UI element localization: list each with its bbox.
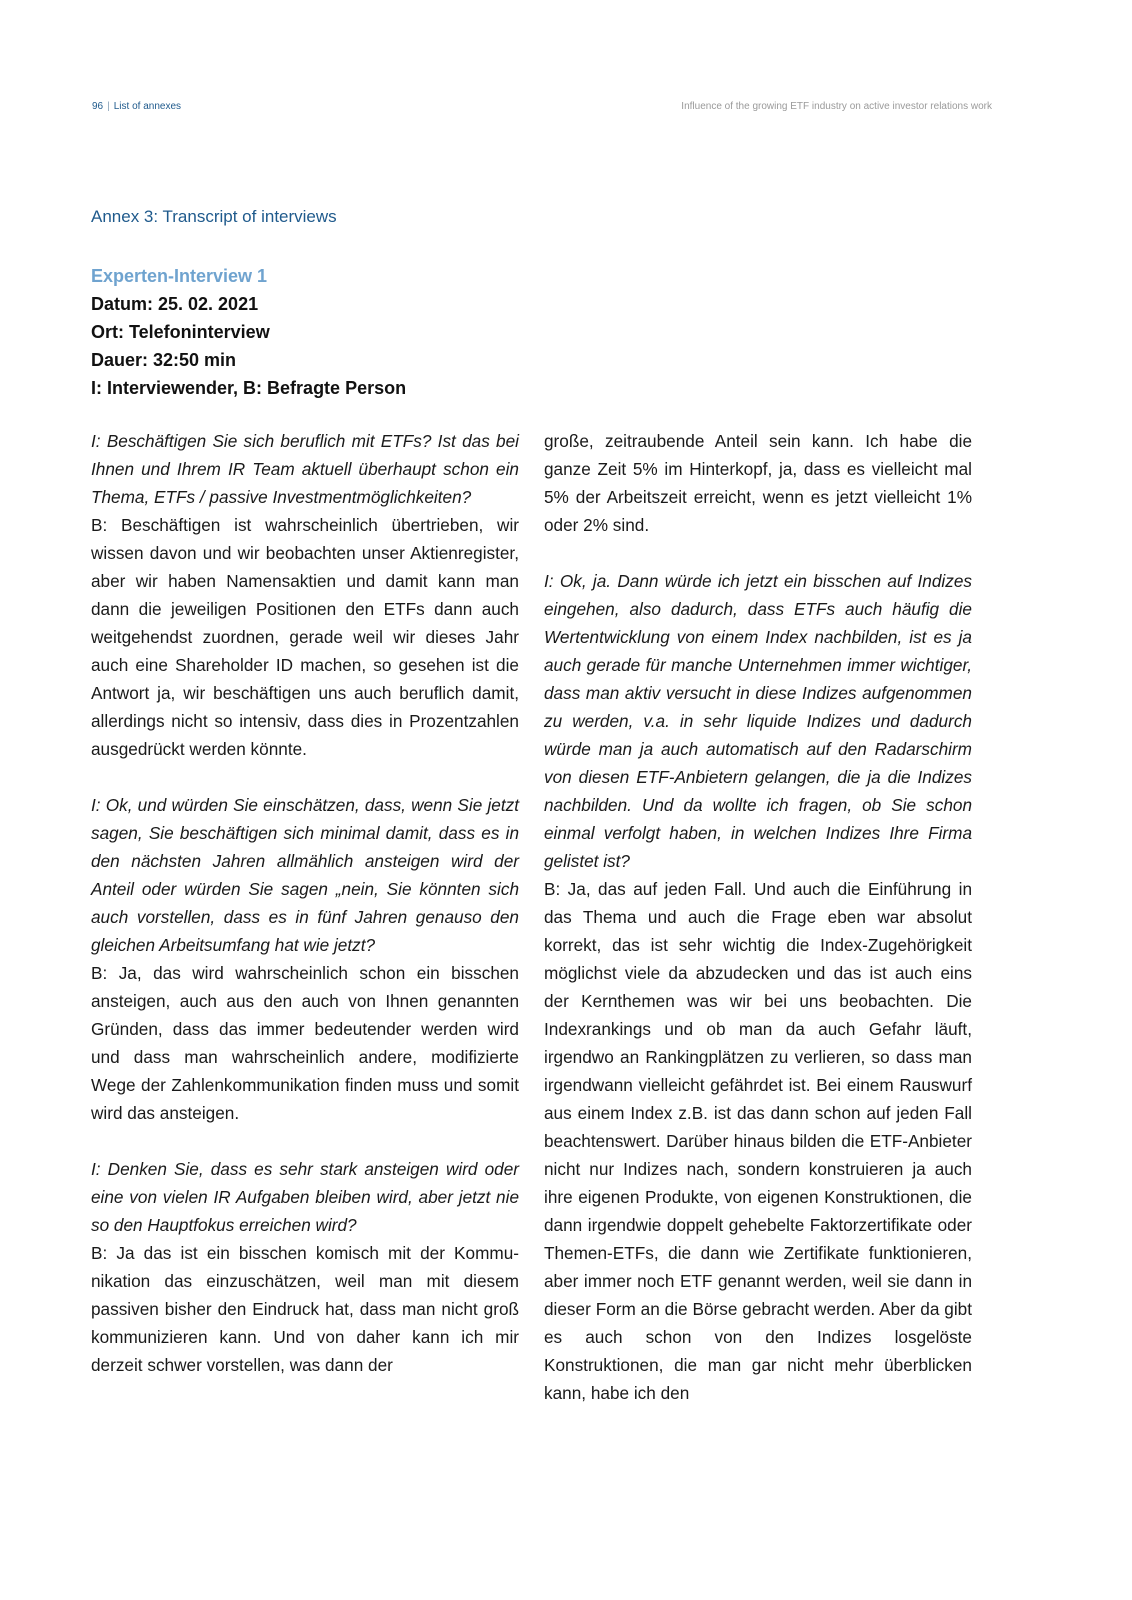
transcript-column-left bbox=[91, 427, 519, 1379]
answer-paragraph: B: Ja das ist ein bisschen komisch mit der Kommunikation das einzuschätzen, weil man mit diesem passiven bisher den Eindruck hat, dass man nicht groß kommunizieren kann. Und von daher kann ich mir derzeit schwer vorstellen, was dann der bbox=[91, 1243, 519, 1375]
question-paragraph: I: Denken Sie, dass es sehr stark ansteigen wird oder eine von vielen IR Aufgaben bleiben wird, aber jetzt nie so den Hauptfokus erreichen wird? bbox=[91, 1159, 519, 1235]
transcript-column-right bbox=[544, 427, 972, 1407]
interview-title: Experten-Interview 1 bbox=[91, 266, 268, 286]
interview-place: Ort: Telefoninterview bbox=[91, 322, 270, 342]
question-paragraph: I: Ok, und würden Sie einschätzen, dass, wenn Sie jetzt sagen, Sie beschäftigen sich minimal damit, dass es in den nächsten Jahren allmählich ansteigen wird der Anteil oder würden Sie sagen „nein, Sie könnten sich auch vorstellen, dass es in fünf Jahren genauso den gleichen Arbeitsumfang hat wie jetzt? bbox=[91, 795, 519, 955]
answer-paragraph: B: Ja, das auf jeden Fall. Und auch die Einführung in das Thema und auch die Frage eben war absolut korrekt, das ist sehr wichtig die Index-Zugehörigkeit möglichst viele da abzudecken und das ist auch eins der Kernthemen was wir bei uns beobachten. Die Indexrankings und ob man da auch Gefahr läuft, irgendwo an Rankingplätzen zu verlieren, so dass man irgendwann vielleicht gefährdet ist. Bei einem Rauswurf aus einem Index z.B. ist das dann schon auf jeden Fall beachtenswert. Darüber hinaus bilden die ETF-Anbieter nicht nur Indizes nach, sondern konstruieren ja auch ihre eigenen Produkte, von eigenen Konstruktionen, die dann irgendwie doppelt gehebelte Faktorzertifikate oder Themen-ETFs, die dann wie Zertifikate funktionieren, aber immer noch ETF genannt werden, weil sie dann in dieser Form an die Börse gebracht werden. Aber da gibt es auch schon von den Indizes losgelöste Konstruktionen, die man gar nicht mehr überblicken kann, habe ich den bbox=[544, 879, 972, 1403]
running-header-left bbox=[92, 101, 181, 112]
header-separator: | bbox=[107, 101, 110, 112]
answer-paragraph: B: Ja, das wird wahrscheinlich schon ein bisschen ansteigen, auch aus den auch von Ihnen genannten Gründen, dass das immer bedeutender werden wird und dass man wahrscheinlich andere, modifizierte Wege der Zahlenkommunikation finden muss und somit wird das ansteigen. bbox=[91, 963, 519, 1123]
interview-metadata bbox=[91, 262, 591, 402]
annex-title: Annex 3: Transcript of interviews bbox=[91, 207, 337, 226]
document-title: Influence of the growing ETF industry on active investor relations work bbox=[681, 101, 992, 112]
interview-duration: Dauer: 32:50 min bbox=[91, 350, 237, 370]
question-paragraph: I: Beschäftigen Sie sich beruflich mit ETFs? Ist das bei Ihnen und Ihrem IR Team aktuell überhaupt schon ein Thema, ETFs / passive Investmentmöglichkeiten? bbox=[91, 431, 519, 507]
answer-paragraph: B: Beschäftigen ist wahrscheinlich übertrieben, wir wissen davon und wir beobachten unser Aktienregister, aber wir haben Namensaktien und damit kann man dann die jeweiligen Positionen den ETFs dann auch weitgehendst zuordnen, gerade weil wir dieses Jahr auch eine Shareholder ID machen, so gesehen ist die Antwort ja, wir beschäftigen uns auch beruflich damit, allerdings nicht so intensiv, dass dies in Prozentzahlen ausgedrückt werden könnte. bbox=[91, 515, 519, 759]
question-paragraph: I: Ok, ja. Dann würde ich jetzt ein bisschen auf Indizes eingehen, also dadurch, dass ETFs auch häufig die Wertentwicklung von einem Index nachbilden, ist es ja auch gerade für manche Unternehmen immer wichtiger, dass man aktiv versucht in diese Indizes aufgenommen zu werden, v.a. in sehr liquide Indizes und dadurch würde man ja auch automatisch auf den Radarschirm von diesen ETF-Anbietern gelangen, die ja die Indizes nachbilden. Und da wollte ich fragen, ob Sie schon einmal verfolgt haben, in welchen Indizes Ihre Firma gelistet ist? bbox=[544, 571, 972, 871]
answer-paragraph: große, zeitraubende Anteil sein kann. Ich habe die ganze Zeit 5% im Hinterkopf, ja, dass es vielleicht mal 5% der Arbeitszeit erreicht, wenn es jetzt vielleicht 1% oder 2% sind. bbox=[544, 431, 972, 535]
interview-date: Datum: 25. 02. 2021 bbox=[91, 294, 259, 314]
page-number: 96 bbox=[92, 101, 104, 112]
interview-legend: I: Interviewender, B: Befragte Person bbox=[91, 378, 407, 398]
section-name: List of annexes bbox=[113, 101, 181, 112]
running-header bbox=[92, 101, 992, 115]
